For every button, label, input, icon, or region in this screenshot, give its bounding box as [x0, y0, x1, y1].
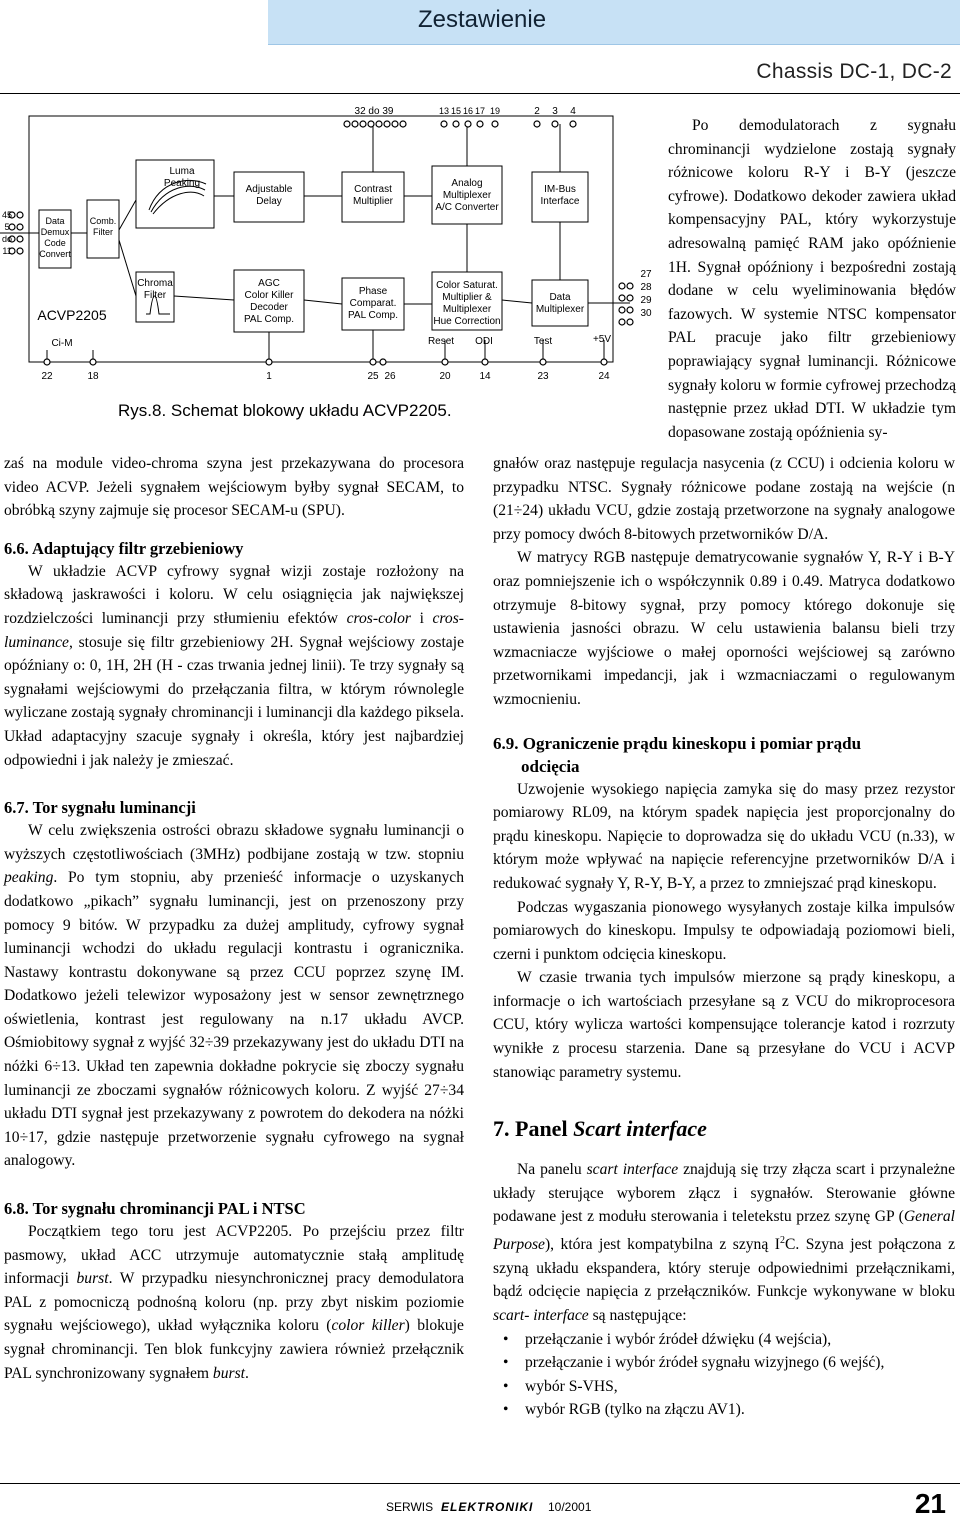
svg-text:A/C Converter: A/C Converter	[435, 202, 499, 213]
svg-text:Comparat.: Comparat.	[349, 298, 397, 309]
svg-text:PAL Comp.: PAL Comp.	[243, 314, 295, 325]
svg-text:IM-Bus: IM-Bus	[544, 184, 576, 195]
chassis-label: Chassis DC-1, DC-2	[756, 60, 952, 83]
svg-text:Chroma: Chroma	[137, 278, 173, 289]
section-banner	[268, 0, 960, 45]
svg-text:19: 19	[489, 106, 501, 116]
svg-text:Contrast: Contrast	[354, 184, 392, 195]
right-top-column	[668, 114, 956, 444]
paragraph: W matrycy RGB następuje dematrycowanie sygnałów Y, R-Y i B-Y oraz pomniejszenie ich o współczynnik 0.89 i 0.49. Matryca dodatkowo otrzymuje 8-bitowy sygnał, przy pomocy którego dokonuje się ustawienia jasności obrazu. W celu ustawienia balansu bieli trzy wzmacniacze wyjściowe o małej oporności wejściowej są zarówno przetwornikami impedancji, jak i wzmacniaczami o regulowanym wzmocnieniu.	[493, 549, 955, 708]
svg-text:18: 18	[87, 371, 99, 382]
svg-text:29: 29	[640, 295, 652, 306]
footer-brand: ELEKTRONIKI	[441, 1500, 534, 1514]
figure-caption: Rys.8. Schemat blokowy układu ACVP2205.	[118, 401, 452, 420]
svg-text:Phase: Phase	[358, 286, 388, 297]
svg-text:15: 15	[450, 106, 462, 116]
svg-text:17: 17	[474, 106, 486, 116]
paragraph: W celu zwiększenia ostrości obrazu składowe sygnału luminancji o wyższych częstotliwościach (3MHz) podbijane zostają w tzw. stopniu peaking. Po tym stopniu, aby przenieść informacje o uzyskanych dodatkowo „pikach” sygnału luminancji, jest on przenoszony przy pomocy 9 bitów. W przypadku za dużej amplitudy, cyfrowy sygnał luminancji wchodzi do układu regulacji kontrastu i ogranicznika. Nastawy kontrastu dokonywane są przez CCU poprzez szynę IM. Dodatkowo jeżeli telewizor wyposażony jest w sensor zewnętrznego oświetlenia, kontrast jest regulowany na n.17 układu AVCP. Ośmiobitowy sygnał z wyjść 32÷39 przekazywany jest do układu DTI na nóżki 6÷13. Układ ten zapewnia dokładne pokrycie się zboczy sygnału luminancji ze zboczami sygnałów różnicowych koloru. Z wyjść 27÷34 układu DTI sygnał jest przekazywany z powrotem do dekodera na nóżki 10÷17, gdzie następuje przetworzenie sygnału cyfrowego na sygnał analogowy.	[4, 822, 464, 1170]
svg-text:45: 45	[1, 210, 13, 220]
svg-text:14: 14	[479, 371, 491, 382]
footer-issue: 10/2001	[548, 1500, 592, 1514]
section-heading: 6.6. Adaptujący filtr grzebieniowy	[4, 538, 244, 558]
svg-text:Test: Test	[533, 336, 553, 347]
left-column	[4, 452, 464, 1385]
svg-text:20: 20	[439, 371, 451, 382]
svg-text:30: 30	[640, 308, 652, 319]
svg-text:Multiplier: Multiplier	[352, 196, 394, 207]
svg-text:Hue Correction: Hue Correction	[433, 316, 501, 327]
paragraph: gnałów oraz następuje regulacja nasycenia (z CCU) i odcienia koloru w przypadku NTSC. Sygnały różnicowe podane zostają na wejście (n (21÷24) układu VCU, gdzie zostają przetworzone na sygnały analogowe przy pomocy dwóch 8-bitowych przetworników D/A.	[493, 455, 955, 543]
svg-text:Interface: Interface	[540, 196, 580, 207]
chapter-heading: 7. Panel Scart interface	[493, 1116, 707, 1142]
header-rule	[0, 93, 960, 94]
svg-text:28: 28	[640, 282, 652, 293]
section-heading: 6.7. Tor sygnału luminancji	[4, 798, 196, 818]
svg-text:Luma: Luma	[169, 166, 195, 177]
block-diagram	[0, 100, 660, 420]
svg-text:Multiplier &: Multiplier &	[442, 292, 492, 303]
svg-text:Reset: Reset	[427, 336, 455, 347]
paragraph: Początkiem tego toru jest ACVP2205. Po przejściu przez filtr pasmowy, układ ACC utrzymuje automatycznie stałą amplitudę informacji burst. W przypadku niesynchronicznej pracy demodulatora PAL z pomocniczą podnośną koloru (np. przy zbyt niskim poziomie sygnału wejściowego), układ wyłącznika koloru (color killer) blokuje sygnał chrominancji. Ten blok funkcyjny zawiera również przełącznik PAL synchronizowany sygnałem burst.	[4, 1223, 464, 1382]
svg-text:PAL Comp.: PAL Comp.	[347, 310, 399, 321]
footer-serwis: SERWIS	[386, 1500, 434, 1514]
svg-text:4: 4	[570, 106, 576, 117]
svg-text:Multiplexer: Multiplexer	[535, 304, 585, 315]
svg-text:Multiplexer: Multiplexer	[442, 304, 492, 315]
svg-text:3: 3	[552, 106, 558, 117]
section-heading: 6.8. Tor sygnału chrominancji PAL i NTSC	[4, 1199, 306, 1219]
svg-text:AGC: AGC	[258, 278, 280, 289]
page-number: 21	[914, 1488, 946, 1519]
svg-text:16: 16	[462, 106, 474, 116]
svg-text:Analog: Analog	[451, 178, 483, 189]
chip-outline	[29, 116, 613, 362]
block-datamux	[532, 280, 588, 326]
svg-text:11: 11	[2, 246, 12, 256]
svg-text:Comb.: Comb.	[89, 216, 117, 226]
svg-text:25: 25	[367, 371, 379, 382]
svg-text:Code: Code	[44, 238, 66, 248]
svg-text:Delay: Delay	[256, 196, 282, 207]
svg-text:ODI: ODI	[475, 336, 493, 347]
svg-text:22: 22	[41, 371, 53, 382]
footer-rule	[0, 1483, 960, 1484]
svg-text:5: 5	[4, 222, 10, 232]
paragraph: Na panelu scart interface znajdują się trzy złącza scart i przynależne układy sterujące wyborem złącz i sygnałów. Sterowanie główne podawane jest z modułu sterowania i teletekstu przez szynę GP (General Purpose), która jest kompatybilna z szyną $I^2C$. Szyna jest połączona z szyną układu ekspandera, który steruje odpowiednimi przełącznikami, bądź odcięcie napięcia z przełączników. Funkcje wykonywane w bloku scart- interface są następujące:	[493, 1161, 956, 1324]
pin-circles	[9, 121, 633, 365]
svg-text:Decoder: Decoder	[250, 302, 288, 313]
svg-text:Convert: Convert	[39, 249, 71, 259]
paragraph: zaś na module video-chroma szyna jest przekazywana do procesora video ACVP. Jeżeli sygnałem wejściowym byłby sygnał SECAM, to obróbką szyny zajmuje się procesor SECAM-u (SPU).	[4, 455, 464, 520]
svg-text:Color Killer: Color Killer	[244, 290, 294, 301]
svg-text:Peaking: Peaking	[163, 178, 201, 189]
list-item: • wybór S-VHS,	[525, 1375, 955, 1399]
svg-text:Data: Data	[549, 292, 571, 303]
section-heading: odcięcia	[521, 756, 580, 776]
svg-text:23: 23	[537, 371, 549, 382]
svg-text:do: do	[1, 234, 13, 244]
svg-text:Adjustable: Adjustable	[245, 184, 293, 195]
svg-text:Filter: Filter	[143, 290, 167, 301]
svg-text:26: 26	[384, 371, 396, 382]
paragraph: Po demodulatorach z sygnału chrominancji wydzielone zostają sygnały różnicowe koloru R-Y i B-Y (jeszcze cyfrowe). Dodatkowo dekoder zawiera układ kompensacyjny PAL, który wykorzystuje adresowalną pamięć RAM jako opóźnienie 1H. Sygnał opóźniony i bezpośredni zostają dodane w celu wyeliminowania błędów fazowych. W systemie NTSC kompensator PAL pracuje jako filtr grzebieniowy poprawiający sygnał luminancji. Różnicowe sygnały koloru w formie cyfrowej przechodzą następnie przez układ DTI. W układzie tym dopasowane zostają opóźnienia sy-	[668, 117, 956, 441]
function-list	[493, 1328, 955, 1422]
svg-text:Multiplexer: Multiplexer	[442, 190, 492, 201]
svg-text:Color Saturat.: Color Saturat.	[436, 280, 498, 291]
svg-text:13: 13	[438, 106, 450, 116]
svg-text:Data: Data	[45, 216, 65, 226]
svg-text:32 do 39: 32 do 39	[354, 106, 394, 117]
svg-text:2: 2	[534, 106, 540, 117]
right-column	[493, 452, 955, 1422]
list-item: • przełączanie i wybór źródeł dźwięku (4 wejścia),	[525, 1328, 955, 1352]
paragraph: W czasie trwania tych impulsów mierzone są prądy kineskopu, a informacje o ich wartościach przesyłane są z VCU do mikroprocesora CCU, który wylicza wartości kompensujące tolerancje katod i rozrzuty wynikłe z procesu starzenia. Dane są przesyłane do VCU i ACVP stanowiąc parametry systemu.	[493, 969, 955, 1081]
svg-text:Demux: Demux	[40, 227, 70, 237]
svg-text:27: 27	[640, 269, 652, 280]
svg-text:1: 1	[266, 371, 272, 382]
svg-text:Filter: Filter	[93, 227, 113, 237]
list-item: • wybór RGB (tylko na złączu AV1).	[525, 1398, 955, 1422]
paragraph: W układzie ACVP cyfrowy sygnał wizji zostaje rozłożony na składową jaskrawości i koloru. W celu osiągnięcia jak największej rozdzielczości luminancji przy stłumieniu efektów cros-color i cros-luminance, stosuje się filtr grzebieniowy 2H. Sygnał wejściowy zostaje opóźniany o: 0, 1H, 2H (H - czas trwania jednej linii). Te trzy sygnały są sygnałami wejściowymi do przełączania filtra, w którym równolegle wyliczane zostają sygnały chrominancji i luminancji dla każdego piksela. Układ adaptacyjny szacuje sygnały i określa, który jest najbardziej odpowiedni i jak należy je zmieszać.	[4, 562, 464, 769]
svg-text:24: 24	[598, 371, 610, 382]
svg-text:Ci-M: Ci-M	[51, 338, 73, 349]
list-item: • przełączanie i wybór źródeł sygnału wizyjnego (6 wejść),	[525, 1351, 955, 1375]
svg-text:+5V: +5V	[592, 334, 612, 345]
paragraph: Podczas wygaszania pionowego wysyłanych zostaje kilka impulsów pomiarowych do kineskopu. Impulsy te odpowiadają poziomowi bieli, czerni i punktom odcięcia kineskopu.	[493, 898, 955, 963]
section-title: Zestawienie	[418, 6, 547, 33]
svg-text:ACVP2205: ACVP2205	[37, 307, 107, 323]
section-heading: 6.9. Ograniczenie prądu kineskopu i pomiar prądu	[493, 733, 862, 753]
paragraph: Uzwojenie wysokiego napięcia zamyka się do masy przez rezystor pomiarowy RL09, na którym spadek napięcia jest proporcjonalny do prądu kineskopu. Napięcie to doprowadza się do układu VCU (n.33), w którym może wpływać na napięcie referencyjne przetworników D/A i redukować sygnały Y, R-Y, B-Y, a przez to zmniejszać prąd kineskopu.	[493, 780, 955, 892]
